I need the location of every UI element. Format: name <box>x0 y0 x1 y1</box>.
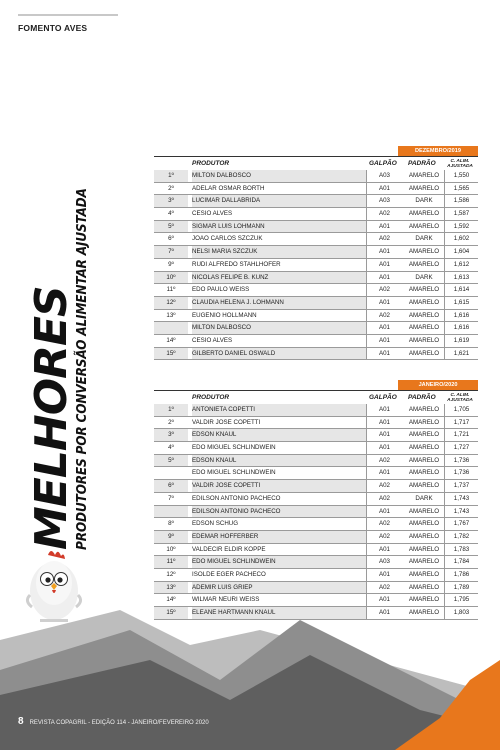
padrao-cell: AMARELO <box>408 532 440 540</box>
table-header <box>154 391 478 404</box>
col-produtor: PRODUTOR <box>192 160 230 167</box>
padrao-cell: AMARELO <box>408 469 440 477</box>
table-rows <box>154 170 478 360</box>
rank-cell: 13º <box>154 582 188 594</box>
rank-cell: 10º <box>154 272 188 284</box>
producer-name: ELEANE HARTMANN KNAUL <box>192 607 367 619</box>
producer-name: CESIO ALVES <box>192 210 233 218</box>
galpao-cell: A01 <box>366 297 402 309</box>
galpao-cell: A01 <box>366 442 402 454</box>
calim-cell: 1,592 <box>444 221 478 233</box>
rank-cell: 4º <box>168 444 174 452</box>
table-row <box>154 429 478 442</box>
table-row <box>154 322 478 335</box>
background-mountains <box>0 600 500 750</box>
table-row <box>154 208 478 221</box>
table-row <box>154 297 478 310</box>
galpao-cell: A02 <box>366 233 402 245</box>
galpao-cell: A01 <box>366 221 402 233</box>
vertical-title <box>26 148 90 550</box>
calim-cell: 1,602 <box>444 233 478 245</box>
calim-cell: 1,803 <box>444 607 478 619</box>
padrao-cell: AMARELO <box>408 609 440 616</box>
table-row <box>154 195 478 208</box>
calim-cell: 1,613 <box>444 272 478 284</box>
rank-cell: 7º <box>154 246 188 258</box>
footer-text: REVISTA COPAGRIL - EDIÇÃO 114 - JANEIRO/FEVEREIRO 2020 <box>29 720 209 726</box>
rank-cell: 8º <box>168 520 174 528</box>
period-label: DEZEMBRO/2019 <box>398 146 478 156</box>
table-row <box>154 348 478 361</box>
calim-cell: 1,705 <box>444 404 478 416</box>
galpao-cell: A01 <box>366 594 402 606</box>
rank-cell: 10º <box>166 545 176 553</box>
padrao-cell: DARK <box>415 197 433 205</box>
rank-cell: 15º <box>154 607 188 619</box>
rank-cell <box>154 506 188 518</box>
col-galpao: GALPÃO <box>369 394 397 401</box>
galpao-cell: A02 <box>366 531 402 543</box>
galpao-cell: A01 <box>366 569 402 581</box>
producer-name: VALDIR JOSE COPETTI <box>192 480 367 492</box>
section-tag: FOMENTO AVES <box>18 23 88 33</box>
table-row <box>154 335 478 348</box>
producer-name: MILTON DALBOSCO <box>192 322 367 334</box>
table-row <box>154 170 478 183</box>
padrao-cell: AMARELO <box>408 260 440 268</box>
calim-cell: 1,550 <box>444 170 478 182</box>
rank-cell: 14º <box>166 336 176 344</box>
calim-cell: 1,784 <box>444 556 478 568</box>
calim-cell: 1,783 <box>444 544 478 556</box>
producer-name: NICOLAS FELIPE B. KUNZ <box>192 272 367 284</box>
producer-name: EUGENIO HOLLMANN <box>192 311 257 319</box>
padrao-cell: AMARELO <box>408 570 440 578</box>
calim-cell: 1,614 <box>444 284 478 296</box>
producer-name: CESIO ALVES <box>192 336 233 344</box>
rank-cell: 2º <box>168 418 174 426</box>
page-number: 8 <box>18 716 24 727</box>
padrao-cell: AMARELO <box>408 311 440 319</box>
rank-cell: 1º <box>154 170 188 182</box>
table-row <box>154 480 478 493</box>
rank-cell: 9º <box>168 260 174 268</box>
galpao-cell: A01 <box>366 417 402 429</box>
table-row <box>154 404 478 417</box>
calim-cell: 1,782 <box>444 531 478 543</box>
padrao-cell: AMARELO <box>408 222 440 230</box>
producer-name: EDSON SCHUG <box>192 520 239 528</box>
table-row <box>154 455 478 468</box>
rank-cell: 2º <box>168 184 174 192</box>
producer-name: EDSON KNAUL <box>192 429 367 441</box>
padrao-cell: AMARELO <box>408 418 440 426</box>
producer-name: EDO MIGUEL SCHLINDWEIN <box>192 444 276 452</box>
rank-cell <box>154 322 188 334</box>
calim-cell: 1,743 <box>444 493 478 505</box>
padrao-cell: AMARELO <box>408 456 440 464</box>
calim-cell: 1,795 <box>444 594 478 606</box>
padrao-cell: AMARELO <box>408 210 440 218</box>
producer-name: MILTON DALBOSCO <box>192 170 367 182</box>
padrao-cell: AMARELO <box>408 545 440 553</box>
rank-cell: 9º <box>154 531 188 543</box>
rank-cell: 12º <box>166 570 176 578</box>
galpao-cell: A01 <box>366 183 402 195</box>
table-row <box>154 233 478 246</box>
galpao-cell: A02 <box>366 582 402 594</box>
producer-name: CLAUDIA HELENA J. LOHMANN <box>192 297 367 309</box>
galpao-cell: A01 <box>366 404 402 416</box>
rank-cell: 5º <box>154 455 188 467</box>
page-footer <box>18 716 209 727</box>
calim-cell: 1,727 <box>444 442 478 454</box>
calim-cell: 1,616 <box>444 310 478 322</box>
rank-cell <box>154 467 188 479</box>
galpao-cell: A01 <box>366 259 402 271</box>
galpao-cell: A01 <box>366 348 402 360</box>
galpao-cell: A01 <box>366 544 402 556</box>
producer-name: SIGMAR LUIS LOHMANN <box>192 221 367 233</box>
padrao-cell: AMARELO <box>408 482 440 490</box>
table-row <box>154 442 478 455</box>
producer-name: EDO MIGUEL SCHLINDWEIN <box>192 469 276 477</box>
galpao-cell: A03 <box>366 556 402 568</box>
table-header <box>154 157 478 170</box>
producer-name: JOAO CARLOS SZCZUK <box>192 235 263 243</box>
galpao-cell: A02 <box>366 208 402 220</box>
table-row <box>154 417 478 430</box>
galpao-cell: A01 <box>366 506 402 518</box>
padrao-cell: DARK <box>415 494 433 502</box>
col-produtor: PRODUTOR <box>192 394 230 401</box>
col-galpao: GALPÃO <box>369 160 397 167</box>
padrao-cell: AMARELO <box>408 431 440 439</box>
table-row <box>154 467 478 480</box>
producer-name: VALDIR JOSE COPETTI <box>192 418 261 426</box>
table-row <box>154 518 478 531</box>
padrao-cell: AMARELO <box>408 184 440 192</box>
table-row <box>154 310 478 323</box>
galpao-cell: A02 <box>366 310 402 322</box>
calim-cell: 1,619 <box>444 335 478 347</box>
calim-cell: 1,789 <box>444 582 478 594</box>
producer-name: EDSON KNAUL <box>192 455 367 467</box>
calim-cell: 1,586 <box>444 195 478 207</box>
galpao-cell: A01 <box>366 272 402 284</box>
calim-cell: 1,717 <box>444 417 478 429</box>
producer-name: GILBERTO DANIEL OSWALD <box>192 348 367 360</box>
table-row <box>154 221 478 234</box>
rank-cell: 7º <box>168 494 174 502</box>
galpao-cell: A03 <box>366 195 402 207</box>
padrao-cell: AMARELO <box>408 507 440 515</box>
calim-cell: 1,736 <box>444 467 478 479</box>
rank-cell: 11º <box>154 556 188 568</box>
galpao-cell: A01 <box>366 467 402 479</box>
calim-cell: 1,612 <box>444 259 478 271</box>
galpao-cell: A02 <box>366 518 402 530</box>
producer-name: LUCIMAR DALLABRIDA <box>192 195 367 207</box>
calim-cell: 1,616 <box>444 322 478 334</box>
producer-name: EDO PAULO WEISS <box>192 286 250 294</box>
period-label: JANEIRO/2020 <box>398 380 478 390</box>
rank-cell: 5º <box>154 221 188 233</box>
rank-cell: 3º <box>154 195 188 207</box>
producer-name: WILMAR NEURI WEISS <box>192 596 260 604</box>
calim-cell: 1,767 <box>444 518 478 530</box>
table-row <box>154 259 478 272</box>
padrao-cell: AMARELO <box>408 406 440 413</box>
table-row <box>154 556 478 569</box>
rank-cell: 12º <box>154 297 188 309</box>
rank-cell: 6º <box>154 480 188 492</box>
table-row <box>154 569 478 582</box>
producer-name: NELSI MARIA SZCZUK <box>192 246 367 258</box>
table-row <box>154 544 478 557</box>
producer-name: RUDI ALFREDO STAHLHOFER <box>192 260 281 268</box>
calim-cell: 1,737 <box>444 480 478 492</box>
producer-name: ISOLDE EGER PACHECO <box>192 570 266 578</box>
table-rows <box>154 404 478 620</box>
table-row <box>154 531 478 544</box>
producer-name: EDILSON ANTONIO PACHECO <box>192 494 281 502</box>
calim-cell: 1,565 <box>444 183 478 195</box>
galpao-cell: A03 <box>366 170 402 182</box>
producer-name: VALDECIR ELDIR KOPPE <box>192 545 266 553</box>
calim-cell: 1,621 <box>444 348 478 360</box>
producer-name: ADEMIR LUIS GRIEP <box>192 582 367 594</box>
rank-cell: 15º <box>154 348 188 360</box>
padrao-cell: AMARELO <box>408 286 440 294</box>
galpao-cell: A01 <box>366 607 402 619</box>
galpao-cell: A02 <box>366 493 402 505</box>
padrao-cell: AMARELO <box>408 583 440 591</box>
producer-name: EDO MIGUEL SCHLINDWEIN <box>192 556 367 568</box>
calim-cell: 1,604 <box>444 246 478 258</box>
padrao-cell: AMARELO <box>408 324 440 332</box>
col-padrao: PADRÃO <box>408 394 436 401</box>
table-row <box>154 183 478 196</box>
galpao-cell: A02 <box>366 455 402 467</box>
producer-name: EDILSON ANTONIO PACHECO <box>192 506 367 518</box>
rank-cell: 14º <box>166 596 176 604</box>
padrao-cell: AMARELO <box>408 349 440 357</box>
padrao-cell: AMARELO <box>408 336 440 344</box>
galpao-cell: A01 <box>366 335 402 347</box>
calim-cell: 1,743 <box>444 506 478 518</box>
table-row <box>154 493 478 506</box>
top-rule <box>18 14 118 16</box>
galpao-cell: A01 <box>366 322 402 334</box>
producer-name: ANTONIETA COPETTI <box>192 404 367 416</box>
padrao-cell: AMARELO <box>408 520 440 528</box>
table-row <box>154 272 478 285</box>
calim-cell: 1,786 <box>444 569 478 581</box>
rank-cell: 3º <box>154 429 188 441</box>
producer-name: ADELAR OSMAR BORTH <box>192 184 265 192</box>
padrao-cell: AMARELO <box>408 172 440 179</box>
col-calim: C. ALIM. AJUSTADA <box>447 159 473 169</box>
page-subtitle: PRODUTORES POR CONVERSÃO ALIMENTAR AJUSTADA <box>74 188 90 550</box>
rank-cell: 1º <box>154 404 188 416</box>
padrao-cell: AMARELO <box>408 444 440 452</box>
col-calim: C. ALIM. AJUSTADA <box>447 393 473 403</box>
producer-name: EDEMAR HOFFERBER <box>192 531 367 543</box>
rank-cell: 6º <box>168 235 174 243</box>
rank-cell: 13º <box>166 311 176 319</box>
calim-cell: 1,736 <box>444 455 478 467</box>
calim-cell: 1,587 <box>444 208 478 220</box>
rank-cell: 4º <box>168 210 174 218</box>
calim-cell: 1,615 <box>444 297 478 309</box>
table-row <box>154 246 478 259</box>
padrao-cell: AMARELO <box>408 558 440 566</box>
padrao-cell: AMARELO <box>408 248 440 256</box>
galpao-cell: A02 <box>366 284 402 296</box>
padrao-cell: DARK <box>415 235 433 243</box>
galpao-cell: A02 <box>366 480 402 492</box>
table-row <box>154 284 478 297</box>
padrao-cell: AMARELO <box>408 596 440 604</box>
padrao-cell: DARK <box>415 273 433 281</box>
col-padrao: PADRÃO <box>408 160 436 167</box>
padrao-cell: AMARELO <box>408 298 440 306</box>
rank-cell: 11º <box>166 286 176 294</box>
galpao-cell: A01 <box>366 429 402 441</box>
galpao-cell: A01 <box>366 246 402 258</box>
table-row <box>154 582 478 595</box>
table-row <box>154 506 478 519</box>
page-title: MELHORES <box>26 286 77 550</box>
calim-cell: 1,721 <box>444 429 478 441</box>
